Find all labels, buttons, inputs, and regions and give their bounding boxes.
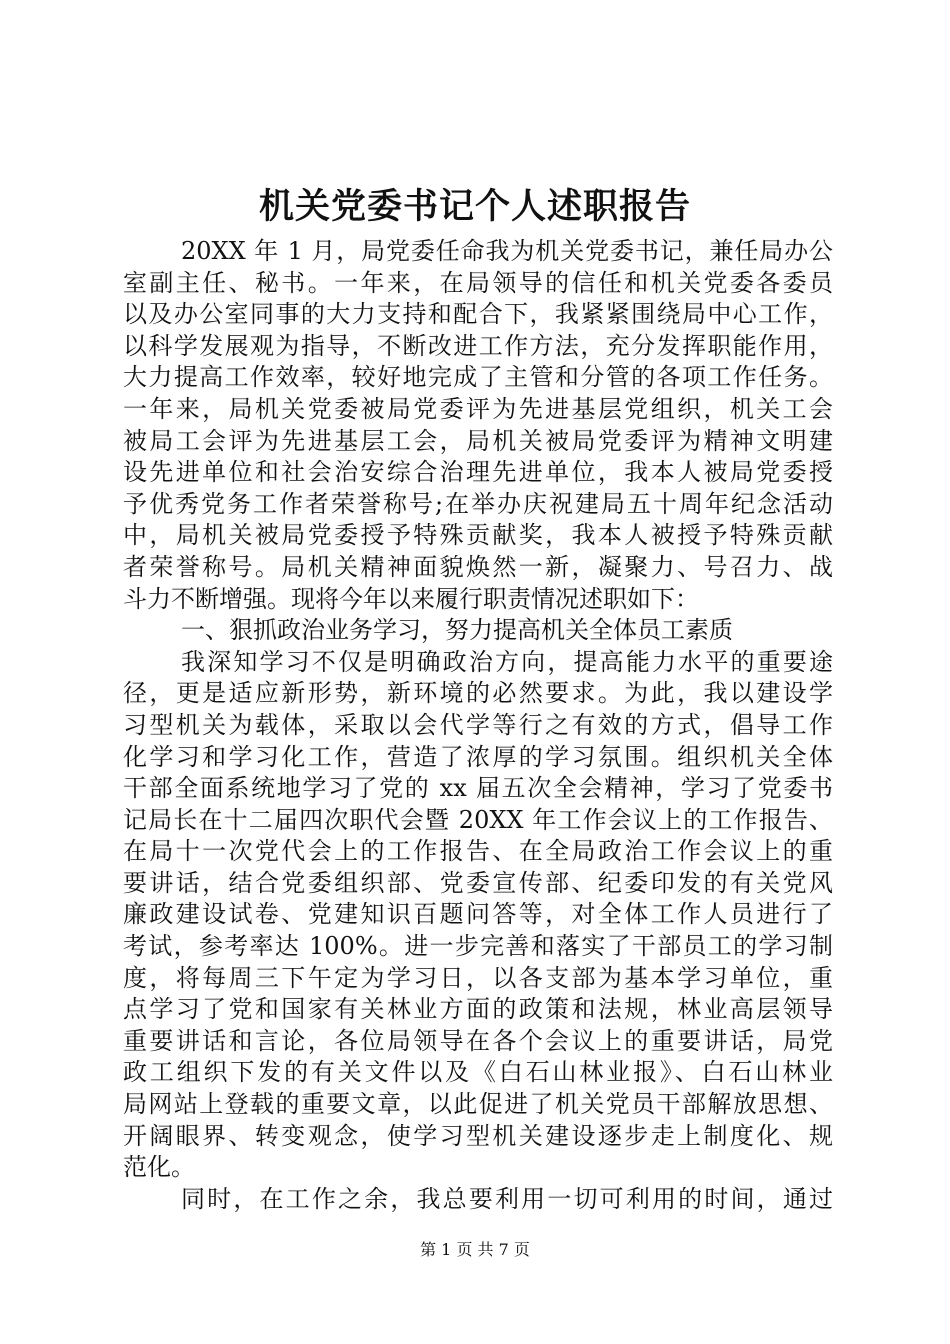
body-line: 在局十一次党代会上的工作报告、在全局政治工作会议上的重 [123, 837, 833, 866]
body-line: 中，局机关被局党委授予特殊贡献奖，我本人被授予特殊贡献 [123, 521, 833, 550]
body-line: 习型机关为载体，采取以会代学等行之有效的方式，倡导工作 [123, 710, 833, 739]
body-line: 径，更是适应新形势，新环境的必然要求。为此，我以建设学 [123, 679, 833, 708]
body-line: 记局长在十二届四次职代会暨 20XX 年工作会议上的工作报告、 [123, 805, 833, 834]
section-heading: 一、狠抓政治业务学习，努力提高机关全体员工素质 [181, 616, 733, 645]
body-line: 设先进单位和社会治安综合治理先进单位，我本人被局党委授 [123, 458, 833, 487]
body-line: 廉政建设试卷、党建知识百题问答等，对全体工作人员进行了 [123, 900, 833, 929]
body-line: 被局工会评为先进基层工会，局机关被局党委评为精神文明建 [123, 426, 833, 455]
body-line: 以科学发展观为指导，不断改进工作方法，充分发挥职能作用， [123, 331, 833, 360]
body-line: 干部全面系统地学习了党的 xx 届五次全会精神，学习了党委书 [123, 774, 833, 803]
body-line: 政工组织下发的有关文件以及《白石山林业报》、白石山林业 [123, 1058, 833, 1087]
page-number-footer: 第 1 页 共 7 页 [420, 1240, 530, 1259]
body-line: 同时，在工作之余，我总要利用一切可利用的时间，通过 [181, 1184, 833, 1213]
body-line: 考试，参考率达 100%。进一步完善和落实了干部员工的学习制 [123, 932, 833, 961]
body-line: 点学习了党和国家有关林业方面的政策和法规，林业高层领导 [123, 995, 833, 1024]
body-line: 开阔眼界、转变观念，使学习型机关建设逐步走上制度化、规 [123, 1121, 833, 1150]
body-line: 者荣誉称号。局机关精神面貌焕然一新，凝聚力、号召力、战 [123, 552, 833, 581]
body-line: 一年来，局机关党委被局党委评为先进基层党组织，机关工会 [123, 394, 833, 423]
body-line: 度，将每周三下午定为学习日，以各支部为基本学习单位，重 [123, 963, 833, 992]
body-line: 以及办公室同事的大力支持和配合下，我紧紧围绕局中心工作， [123, 300, 833, 329]
document-title: 机关党委书记个人述职报告 [258, 186, 691, 227]
body-line: 范化。 [123, 1153, 195, 1182]
body-line: 斗力不断增强。现将今年以来履行职责情况述职如下： [123, 584, 699, 613]
body-line: 重要讲话和言论，各位局领导在各个会议上的重要讲话，局党 [123, 1026, 833, 1055]
body-line: 予优秀党务工作者荣誉称号;在举办庆祝建局五十周年纪念活动 [123, 489, 833, 518]
document-body [123, 236, 833, 1215]
body-line: 化学习和学习化工作，营造了浓厚的学习氛围。组织机关全体 [123, 742, 833, 771]
body-line: 我深知学习不仅是明确政治方向，提高能力水平的重要途 [181, 647, 833, 676]
body-line: 大力提高工作效率，较好地完成了主管和分管的各项工作任务。 [123, 363, 833, 392]
body-line: 室副主任、秘书。一年来，在局领导的信任和机关党委各委员 [123, 268, 833, 297]
body-line: 要讲话，结合党委组织部、党委宣传部、纪委印发的有关党风 [123, 868, 833, 897]
body-line: 局网站上登载的重要文章，以此促进了机关党员干部解放思想、 [123, 1090, 833, 1119]
body-line: 20XX 年 1 月，局党委任命我为机关党委书记，兼任局办公 [181, 237, 833, 265]
